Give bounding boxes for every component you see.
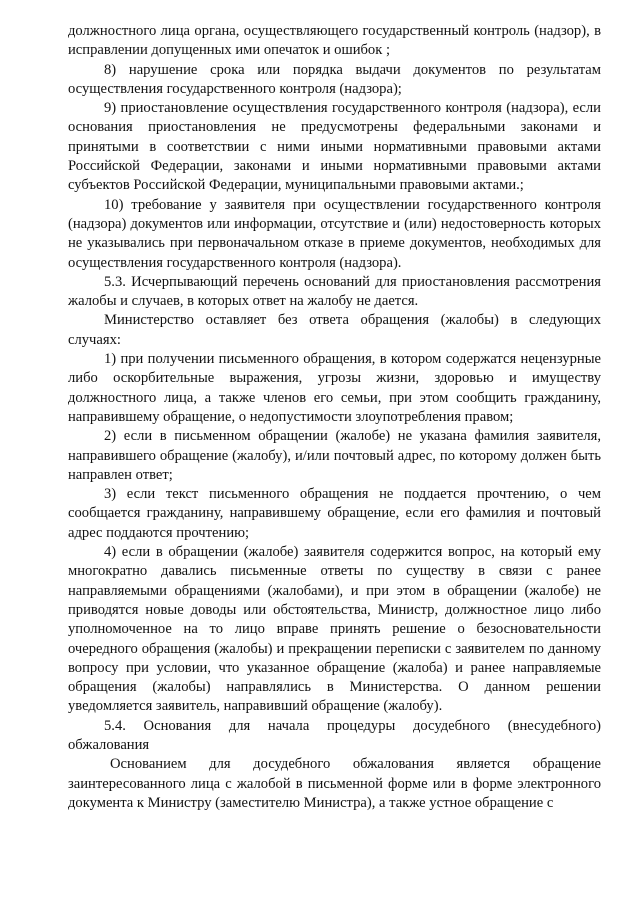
paragraph-item-9: 9) приостановление осуществления государственного контроля (надзора), если основания приостановления не предусмотрены федеральными законами и принятыми в соответствии с ними иными нормативными правовыми актами Российской Федерации, законами и иными нормативными правовыми актами субъектов Российской Федерации, муниципальными правовыми актами.; xyxy=(68,100,601,194)
paragraph-case-4: 4) если в обращении (жалобе) заявителя содержится вопрос, на который ему многократно давались письменные ответы по существу в связи с ранее направляемыми обращениями (жалобами), и при этом в обращении (жалобе) не приводятся новые доводы или обстоятельства, Министр, должностное лицо либо уполномоченное на то лицо вправе принять решение о безосновательности очередного обращения (жалобы) и прекращении переписки с заявителем по данному вопросу при условии, что указанное обращение (жалоба) и ранее направляемые обращения (жалобы) направлялись в Министерства. О данном решении уведомляется заявитель, направивший обращение (жалобу). xyxy=(68,544,601,715)
paragraph-continuation: должностного лица органа, осуществляющего государственный контроль (надзор), в исправлении допущенных ими опечаток и ошибок ; xyxy=(68,23,601,59)
paragraph-case-3: 3) если текст письменного обращения не поддается прочтению, о чем сообщается гражданину, направившему обращение, если его фамилия и почтовый адрес поддаются прочтению; xyxy=(68,486,601,541)
paragraph-section-5-3: 5.3. Исчерпывающий перечень оснований для приостановления рассмотрения жалобы и случаев, в которых ответ на жалобу не дается. xyxy=(68,273,601,310)
document-page xyxy=(68,22,601,813)
paragraph-basis: Основанием для досудебного обжалования является обращение заинтересованного лица с жалобой в письменной форме или в форме электронного документа к Министру (заместителю Министра), а также устное обращение с xyxy=(68,756,601,811)
paragraph-case-1: 1) при получении письменного обращения, в котором содержатся нецензурные либо оскорбительные выражения, угрозы жизни, здоровью и имуществу должностного лица, а также членов его семьи, при этом сообщить гражданину, направившему обращение, о недопустимости злоупотребления правом; xyxy=(68,351,601,425)
paragraph-item-10: 10) требование у заявителя при осуществлении государственного контроля (надзора) документов или информации, отсутствие и (или) недостоверность которых не указывались при первоначальном отказе в приеме документов, необходимых для осуществления государственного контроля (надзора). xyxy=(68,196,601,271)
paragraph-section-5-4: 5.4. Основания для начала процедуры досудебного (внесудебного) обжалования xyxy=(68,717,601,753)
paragraph-item-8: 8) нарушение срока или порядка выдачи документов по результатам осуществления государственного контроля (надзора); xyxy=(68,61,601,97)
paragraph-ministry-cases: Министерство оставляет без ответа обращения (жалобы) в следующих случаях: xyxy=(68,312,601,348)
paragraph-case-2: 2) если в письменном обращении (жалобе) не указана фамилия заявителя, направившего обращение (жалобу), и/или почтовый адрес, по которому должен быть направлен ответ; xyxy=(68,428,601,483)
